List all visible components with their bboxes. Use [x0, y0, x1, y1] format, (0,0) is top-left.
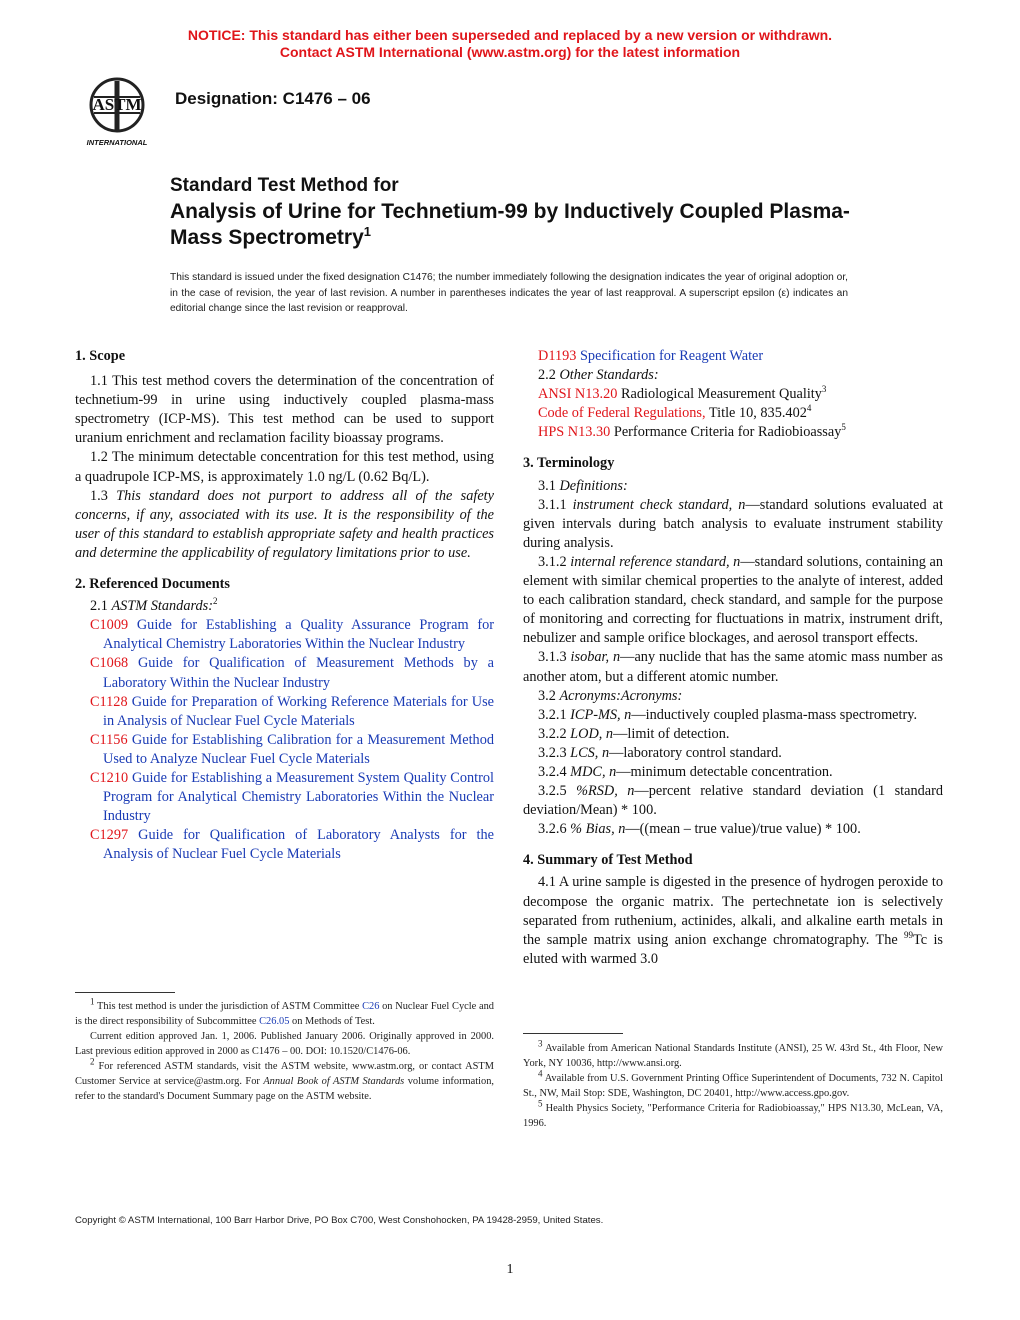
other-ref-title: Radiological Measurement Quality: [621, 386, 822, 403]
withdrawn-notice: [0, 27, 1020, 61]
acronym-item: [523, 744, 943, 763]
acronym-term: LCS, n: [570, 744, 610, 761]
other-ref-title: Performance Criteria for Radiobioassay: [613, 424, 842, 441]
ref-title[interactable]: Guide for Establishing a Quality Assurance Program for Analytical Chemistry Laboratories Within the Nuclear Industry: [103, 617, 495, 653]
title-line-2: Analysis of Urine for Technetium-99 by Inductively Coupled Plasma-Mass Spectrometry: [170, 200, 850, 249]
definition-item: [523, 553, 943, 648]
copyright: Copyright © ASTM International, 100 Barr Harbor Drive, PO Box C700, West Conshohocken, PA 19428-2959, United States.: [75, 1215, 604, 1226]
other-ref-code[interactable]: HPS N13.30: [538, 424, 611, 441]
title-main: [170, 199, 870, 251]
other-standards-num: 2.2: [538, 367, 556, 384]
footnote-3: [523, 1038, 943, 1071]
other-standards-label: [523, 366, 943, 385]
acronym-term: % Bias, n: [570, 821, 626, 838]
acronym-num: 3.2.6: [538, 821, 567, 838]
acronym-term: %RSD, n: [576, 783, 635, 800]
acronym-item: [523, 763, 943, 782]
other-ref-code[interactable]: ANSI N13.20: [538, 386, 618, 403]
ref-item[interactable]: [75, 654, 494, 692]
summary-text-b: Tc is eluted with warmed 3.0: [523, 931, 943, 967]
ref-code[interactable]: C1297: [90, 827, 129, 844]
terminology-heading: 3. Terminology: [523, 455, 615, 472]
acronym-item: [523, 725, 943, 744]
footnote-5-text: Health Physics Society, "Performance Criteria for Radiobioassay," HPS N13.30, McLean, VA, 1996.: [523, 1103, 943, 1129]
acronym-num: 3.2.3: [538, 744, 567, 761]
acronym-item: [523, 706, 943, 725]
ref-title[interactable]: Guide for Establishing a Measurement System Quality Control Program for Analytical Chemistry Laboratories Within the Nuclear Industry: [103, 769, 494, 825]
scope-1-1: 1.1 This test method covers the determination of the concentration of technetium-99 in urine using inductively coupled plasma-mass spectrometry (ICP-MS). This test method can be used to support uranium enrichment and reclamation facility bioassay programs.: [75, 373, 494, 447]
footnote-4-mark: 4: [538, 1068, 543, 1079]
footnote-rule-left: [75, 992, 175, 993]
definition-item: [523, 496, 943, 553]
astm-logo-mark: [72, 75, 162, 150]
ref-code[interactable]: D1193: [538, 348, 577, 364]
designation: Designation: C1476 – 06: [175, 89, 371, 108]
acronym-text: —laboratory control standard.: [609, 744, 782, 761]
footnote-2: [75, 1056, 494, 1104]
ref-title[interactable]: Guide for Qualification of Measurement Methods by a Laboratory Within the Nuclear Industry: [103, 655, 494, 691]
acronym-term: MDC, n: [570, 763, 617, 780]
footnote-2-text-a: For referenced ASTM standards, visit the ASTM website, www.astm.org, or contact ASTM Customer Service at service@astm.org. For: [75, 1061, 494, 1087]
scope-1-2: 1.2 The minimum detectable concentration for this test method, using a quadrupole ICP-MS, is approximately 1.0 ng/L (0.62 Bq/L).: [75, 449, 494, 485]
definition-term: instrument check standard, n: [572, 496, 746, 513]
other-ref-code[interactable]: Code of Federal Regulations,: [538, 405, 706, 422]
summary-heading: 4. Summary of Test Method: [523, 852, 693, 869]
acronyms-label: [523, 687, 943, 706]
ref-item[interactable]: [75, 616, 494, 654]
astm-standards-label: [75, 597, 494, 616]
acronym-num: 3.2.4: [538, 763, 567, 780]
acronym-num: 3.2.5: [538, 783, 567, 800]
acronym-item: [523, 782, 943, 820]
ref-code[interactable]: C1009: [90, 617, 129, 634]
acronym-text: —inductively coupled plasma-mass spectrometry.: [631, 706, 918, 723]
footnote-5: [523, 1098, 943, 1131]
acronym-term: ICP-MS, n: [570, 706, 632, 723]
scope-1-3-num: 1.3: [90, 487, 108, 504]
footnote-2-text-b: volume information, refer to the standard's Document Summary page on the ASTM website.: [75, 1076, 494, 1102]
acronyms-num: 3.2: [538, 687, 556, 704]
footnote-2-italic: Annual Book of ASTM Standards: [263, 1076, 405, 1087]
definition-term: isobar, n: [570, 649, 621, 666]
footnote-3-mark: 3: [538, 1038, 543, 1049]
footnote-3-text: Available from American National Standards Institute (ANSI), 25 W. 43rd St., 4th Floor, New York, NY 10036, http://www.ansi.org.: [523, 1043, 943, 1069]
definition-text: —standard solutions evaluated at given intervals during batch analysis to evaluate instrument stability during analysis.: [523, 496, 943, 551]
ref-code[interactable]: C1156: [90, 731, 128, 748]
definitions-label: [523, 477, 943, 496]
ref-title[interactable]: Guide for Qualification of Laboratory Analysts for the Analysis of Nuclear Fuel Cycle Materials: [103, 827, 494, 863]
ref-code[interactable]: C1210: [90, 769, 129, 786]
ref-title[interactable]: Guide for Establishing Calibration for a Measurement Method Used to Analyze Nuclear Fuel Cycle Materials: [103, 731, 494, 767]
other-ref-item[interactable]: [523, 423, 943, 442]
astm-standards-mark: 2: [213, 596, 218, 607]
scope-1-3: [75, 487, 494, 563]
ref-item[interactable]: [75, 693, 494, 731]
notice-line-2: Contact ASTM International (www.astm.org) for the latest information: [279, 44, 741, 60]
other-ref-item[interactable]: [523, 385, 943, 404]
other-ref-mark: 5: [841, 422, 846, 433]
ref-title[interactable]: Specification for Reagent Water: [579, 348, 764, 364]
acronym-text: —percent relative standard deviation (1 standard deviation/Mean) * 100.: [523, 783, 944, 819]
ref-item[interactable]: [75, 769, 494, 826]
astm-standards-text: ASTM Standards:: [111, 598, 213, 615]
definitions-text: Definitions:: [559, 477, 628, 494]
scope-1-3-text: This standard does not purport to address all of the safety concerns, if any, associated with its use. It is the responsibility of the user of this standard to establish appropriate safety and health practices and determine the applicability of regulatory limitations prior to use.: [75, 487, 494, 561]
ref-title[interactable]: Guide for Preparation of Working Reference Materials for Use in Analysis of Nuclear Fuel Cycle Materials: [103, 693, 495, 729]
footnote-4: [523, 1068, 943, 1101]
logo-subtext: INTERNATIONAL: [86, 138, 148, 147]
astm-logo: [72, 75, 162, 150]
logo-text: ASTM: [92, 95, 142, 114]
left-column: [75, 347, 494, 864]
definition-num: 3.1.2: [538, 553, 567, 570]
definition-num: 3.1.3: [538, 649, 567, 666]
acronym-item: [523, 820, 943, 839]
acronym-text: —limit of detection.: [613, 725, 730, 742]
footnote-1: [75, 996, 494, 1029]
acronym-num: 3.2.2: [538, 725, 567, 742]
committee-link[interactable]: C26: [362, 1001, 380, 1012]
footnotes-left: [75, 996, 494, 1104]
definition-num: 3.1.1: [538, 496, 567, 513]
scope-heading: 1. Scope: [75, 348, 126, 364]
referenced-heading: 2. Referenced Documents: [75, 576, 230, 593]
footnote-1-text-b: on Nuclear Fuel Cycle and is the direct responsibility of Subcommittee: [75, 1001, 494, 1027]
summary-isotope-mark: 99: [904, 929, 914, 940]
ref-item[interactable]: [75, 826, 494, 864]
footnote-rule-right: [523, 1033, 623, 1034]
footnote-2-mark: 2: [90, 1056, 95, 1067]
notice-line-1: NOTICE: This standard has either been superseded and replaced by a new version or withdrawn.: [187, 27, 833, 43]
acronym-text: —minimum detectable concentration.: [616, 763, 833, 780]
definition-item: [523, 648, 943, 686]
definition-text: —any nuclide that has the same atomic mass number as another atom, but a different atomic number.: [523, 649, 943, 685]
summary-text-a: 4.1 A urine sample is digested in the presence of hydrogen peroxide to decompose the organic matrix. The pertechnetate ion is selectively separated from ruthenium, actinides, alkali, and alkaline earth metals in the sample matrix using anion exchange chromatography. The: [523, 874, 943, 948]
ref-item[interactable]: [75, 731, 494, 769]
ref-item[interactable]: [523, 347, 943, 366]
definition-term: internal reference standard, n: [570, 553, 741, 570]
other-ref-mark: 4: [806, 403, 812, 414]
definition-text: —standard solutions, containing an element with similar chemical properties to the analyte of interest, added to each calibration standard, check standard, and sample for the purpose of monitoring and correcting for fluctuations in matrix, instrument drift, nebulizer and sample orifice blockages, and aerosol transport effects.: [523, 553, 944, 647]
footnote-1-text-c: on Methods of Test.: [289, 1016, 375, 1027]
acronyms-text: Acronyms:Acronyms:: [559, 687, 683, 704]
ref-code[interactable]: C1068: [90, 655, 129, 672]
subcommittee-link[interactable]: C26.05: [259, 1016, 290, 1027]
other-ref-title: Title 10, 835.402: [708, 405, 807, 422]
other-standards-text: Other Standards:: [559, 367, 659, 384]
title-line-1: Standard Test Method for: [170, 175, 399, 196]
acronym-num: 3.2.1: [538, 706, 567, 723]
other-ref-mark: 3: [821, 384, 827, 395]
definitions-num: 3.1: [538, 477, 556, 494]
footnote-1-mark: 1: [90, 996, 95, 1007]
title-footnote-mark: 1: [363, 224, 371, 239]
summary-4-1: [523, 873, 943, 968]
ref-code[interactable]: C1128: [90, 693, 128, 710]
acronym-text: —((mean – true value)/true value) * 100.: [625, 821, 861, 838]
acronym-term: LOD, n: [570, 725, 614, 742]
astm-standards-num: 2.1: [90, 598, 108, 615]
right-column: [523, 347, 943, 969]
issued-note: This standard is issued under the fixed designation C1476; the number immediately following the designation indicates the year of original adoption or, in the case of revision, the year of last revision. A number in parentheses indicates the year of last reapproval. A superscript epsilon (ε) indicates an editorial change since the last revision or reapproval.: [170, 272, 848, 314]
footnote-edition: Current edition approved Jan. 1, 2006. Published January 2006. Originally approved in 2000. Last previous edition approved in 2000 as C1476 – 00. DOI: 10.1520/C1476-06.: [75, 1031, 494, 1057]
page-number: 1: [506, 1262, 514, 1277]
other-ref-item[interactable]: [523, 404, 943, 423]
footnotes-right: [523, 1038, 943, 1131]
footnote-1-text-a: This test method is under the jurisdiction of ASTM Committee: [97, 1001, 363, 1012]
footnote-5-mark: 5: [538, 1098, 543, 1109]
footnote-4-text: Available from U.S. Government Printing Office Superintendent of Documents, 732 N. Capitol St., NW, Mail Stop: SDE, Washington, DC 20401, http://www.access.gpo.gov.: [523, 1073, 943, 1099]
